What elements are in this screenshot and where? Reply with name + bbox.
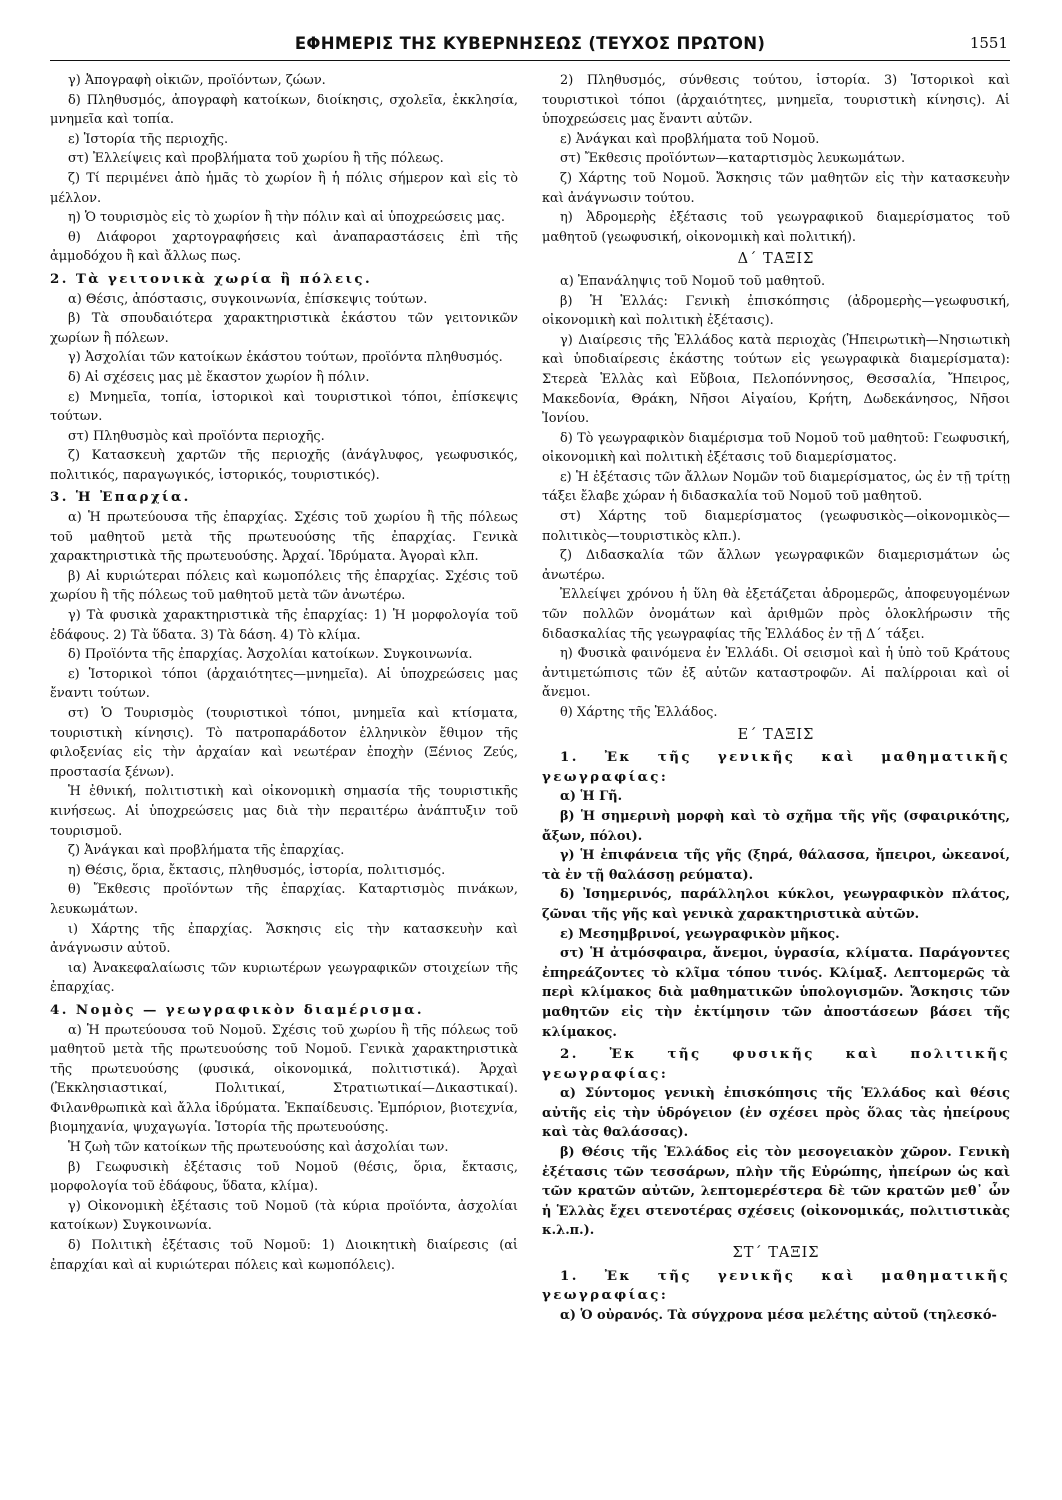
section-heading: 1. Ἐκ τῆς γενικῆς καὶ μαθηματικῆς γεωγραφίας:	[542, 749, 1010, 785]
paragraph: α) Ἡ Γῆ.	[560, 789, 623, 805]
paragraph: ε) Ἀνάγκαι καὶ προβλήματα τοῦ Νομοῦ.	[560, 131, 820, 147]
right-column	[542, 71, 1010, 1325]
paragraph: ζ) Κατασκευὴ χαρτῶν τῆς περιοχῆς (ἀνάγλυφος, γεωφυσικός, πολιτικός, παραγωγικός, ἱστορικός, τουριστικός).	[50, 448, 518, 483]
paragraph: α) Ἐπανάληψις τοῦ Νομοῦ τοῦ μαθητοῦ.	[560, 273, 826, 289]
paragraph: δ) Προϊόντα τῆς ἐπαρχίας. Ἀσχολίαι κατοίκων. Συγκοινωνία.	[68, 647, 473, 663]
paragraph: γ) Διαίρεσις τῆς Ἑλλάδος κατὰ περιοχὰς (Ἠπειρωτικὴ—Νησιωτικὴ καὶ ὑποδιαίρεσις ἑκάστης τούτων εἰς γεωγραφικὰ διαμερίσματα): Στερεὰ Ἑλλὰς καὶ Εὔβοια, Πελοπόννησος, Θεσσαλία, Ἤπειρος, Μακεδονία, Θράκη, Νῆσοι Αἰγαίου, Κρήτη, Δωδεκάνησος, Νῆσοι Ἰονίου.	[542, 332, 1010, 427]
paragraph: θ) Ἔκθεσις προϊόντων τῆς ἐπαρχίας. Καταρτισμὸς πινάκων, λευκωμάτων.	[50, 882, 518, 917]
paragraph: α) Ὁ οὐρανός. Τὰ σύγχρονα μέσα μελέτης αὐτοῦ (τηλεσκό-	[560, 1307, 997, 1323]
section-heading: 2. Ἐκ τῆς φυσικῆς καὶ πολιτικῆς γεωγραφίας:	[542, 1046, 1010, 1082]
paragraph: β) Γεωφυσικὴ ἐξέτασις τοῦ Νομοῦ (θέσις, ὅρια, ἔκτασις, μορφολογία τοῦ ἐδάφους, ὕδατα, κλίμα).	[50, 1159, 518, 1195]
section-heading: 2. Τὰ γειτονικὰ χωρία ἢ πόλεις.	[50, 270, 373, 287]
class-heading: Δ΄ ΤΑΞΙΣ	[737, 251, 815, 268]
paragraph: θ) Διάφοροι χαρτογραφήσεις καὶ ἀναπαραστάσεις ἐπὶ τῆς ἀμμοδόχου ἢ καὶ ἄλλως πως.	[50, 229, 518, 265]
paragraph: η) Φυσικὰ φαινόμενα ἐν Ἑλλάδι. Οἱ σεισμοὶ καὶ ἡ ὑπὸ τοῦ Κράτους ἀντιμετώπισις τῶν ἐξ αὐτῶν καταστροφῶν. Αἱ παλίρροιαι καὶ οἱ ἄνεμοι.	[542, 646, 1010, 701]
section-heading: 4. Νομὸς — γεωγραφικὸν διαμέρισμα.	[50, 1001, 424, 1018]
page-header	[50, 30, 1010, 61]
left-column	[50, 71, 518, 1325]
paragraph: δ) Πληθυσμός, ἀπογραφὴ κατοίκων, διοίκησις, σχολεῖα, ἐκκλησία, μνημεῖα καὶ τοπία.	[50, 92, 518, 128]
class-heading: Ε΄ ΤΑΞΙΣ	[737, 726, 815, 743]
paragraph: β) Τὰ σπουδαιότερα χαρακτηριστικὰ ἑκάστου τῶν γειτονικῶν χωρίων ἢ πόλεων.	[50, 311, 518, 346]
paragraph: ε) Ἡ ἐξέτασις τῶν ἄλλων Νομῶν τοῦ διαμερίσματος, ὡς ἐν τῇ τρίτῃ τάξει ἔλαβε χώραν ἡ διδασκαλία τοῦ Νομοῦ τοῦ μαθητοῦ.	[542, 469, 1010, 505]
paragraph: δ) Ἰσημερινός, παράλληλοι κύκλοι, γεωγραφικὸν πλάτος, ζῶναι τῆς γῆς καὶ γενικὰ χαρακτηριστικὰ αὐτῶν.	[542, 887, 1010, 922]
paragraph: α) Ἡ πρωτεύουσα τοῦ Νομοῦ. Σχέσις τοῦ χωρίου ἢ τῆς πόλεως τοῦ μαθητοῦ μετὰ τῆς πρωτευούσης τοῦ Νομοῦ. Γενικὰ χαρακτηριστικὰ τῆς πρωτευούσης (φυσικά, οἰκονομικά, πολιτιστικά). Ἀρχαὶ (Ἐκκλησιαστικαί, Πολιτικαί, Στρατιωτικαί—Δικαστικαί). Φιλανθρωπικὰ καὶ ἄλλα ἱδρύματα. Ἐκπαίδευσις. Ἐμπόριον, βιοτεχνία, βιομηχανία, ψυχαγωγία. Ἱστορία τῆς πρωτευούσης.	[50, 1022, 518, 1136]
paragraph: γ) Ἀπογραφὴ οἰκιῶν, προϊόντων, ζώων.	[68, 73, 326, 88]
paragraph: ζ) Χάρτης τοῦ Νομοῦ. Ἄσκησις τῶν μαθητῶν εἰς τὴν κατασκευὴν καὶ ἀνάγνωσιν τούτου.	[542, 170, 1010, 206]
paragraph: ζ) Τί περιμένει ἀπὸ ἡμᾶς τὸ χωρίον ἢ ἡ πόλις σήμερον καὶ εἰς τὸ μέλλον.	[50, 170, 518, 206]
paragraph: ι) Χάρτης τῆς ἐπαρχίας. Ἄσκησις εἰς τὴν κατασκευὴν καὶ ἀνάγνωσιν αὐτοῦ.	[50, 921, 518, 957]
paragraph: ζ) Ἀνάγκαι καὶ προβλήματα τῆς ἐπαρχίας.	[68, 843, 345, 859]
paragraph: β) Αἱ κυριώτεραι πόλεις καὶ κωμοπόλεις τῆς ἐπαρχίας. Σχέσις τοῦ χωρίου ἢ τῆς πόλεως τοῦ μαθητοῦ μετὰ τῶν ἀνωτέρω.	[50, 568, 518, 604]
paragraph: Ἡ ζωὴ τῶν κατοίκων τῆς πρωτευούσης καὶ ἀσχολίαι των.	[68, 1140, 449, 1156]
paragraph: ε) Ἱστορικοὶ τόποι (ἀρχαιότητες—μνημεῖα). Αἱ ὑποχρεώσεις μας ἔναντι τούτων.	[50, 666, 518, 702]
paragraph: β) Ἡ Ἑλλάς: Γενικὴ ἐπισκόπησις (ἀδρομερὴς—γεωφυσική, οἰκονομικὴ καὶ πολιτικὴ ἐξέτασις).	[542, 293, 1010, 329]
paragraph: Ἐλλείψει χρόνου ἡ ὕλη θὰ ἐξετάζεται ἀδρομερῶς, ἀποφευγομένων τῶν πολλῶν ὀνομάτων καὶ ἀριθμῶν πρὸς ὁλοκλήρωσιν τῆς διδασκαλίας τῆς γεωγραφίας τῆς Ἑλλάδος ἐν τῇ Δ΄ τάξει.	[542, 587, 1010, 642]
paragraph: δ) Τὸ γεωγραφικὸν διαμέρισμα τοῦ Νομοῦ τοῦ μαθητοῦ: Γεωφυσική, οἰκονομικὴ καὶ πολιτικὴ ἐξέτασις τοῦ διαμερίσματος.	[542, 430, 1010, 466]
class-heading: ΣΤ΄ ΤΑΞΙΣ	[732, 1245, 820, 1262]
text-columns	[50, 71, 1010, 1325]
paragraph: ε) Μεσημβρινοί, γεωγραφικὸν μῆκος.	[560, 926, 840, 942]
paragraph: Ἡ ἐθνική, πολιτιστικὴ καὶ οἰκονομικὴ σημασία τῆς τουριστικῆς κινήσεως. Αἱ ὑποχρεώσεις μας διὰ τὴν περαιτέρω ἀνάπτυξιν τοῦ τουρισμοῦ.	[50, 784, 518, 839]
paragraph: γ) Ἡ ἐπιφάνεια τῆς γῆς (ξηρά, θάλασσα, ἤπειροι, ὠκεανοί, τὰ ἐν τῇ θαλάσσῃ ρεύματα).	[542, 848, 1010, 883]
paragraph: δ) Πολιτικὴ ἐξέτασις τοῦ Νομοῦ: 1) Διοικητικὴ διαίρεσις (αἱ ἐπαρχίαι καὶ αἱ κυριώτεραι πόλεις καὶ κωμοπόλεις).	[50, 1238, 518, 1273]
paragraph: 2) Πληθυσμός, σύνθεσις τούτου, ἱστορία. 3) Ἱστορικοὶ καὶ τουριστικοὶ τόποι (ἀρχαιότητες, μνημεῖα, τουριστικὴ κίνησις). Αἱ ὑποχρεώσεις μας ἔναντι αὐτῶν.	[542, 73, 1010, 128]
paragraph: ε) Ἱστορία τῆς περιοχῆς.	[68, 131, 229, 147]
paragraph: α) Σύντομος γενικὴ ἐπισκόπησις τῆς Ἑλλάδος καὶ θέσις αὐτῆς εἰς τὴν ὑδρόγειον (ἐν σχέσει πρὸς ὅλας τὰς ἠπείρους καὶ τὰς θαλάσσας).	[542, 1086, 1010, 1141]
section-heading: 3. Ἡ Ἐπαρχία.	[50, 489, 191, 506]
paragraph: α) Θέσις, ἀπόστασις, συγκοινωνία, ἐπίσκεψις τούτων.	[68, 291, 428, 307]
paragraph: β) Θέσις τῆς Ἑλλάδος εἰς τὸν μεσογειακὸν χῶρον. Γενικὴ ἐξέτασις τῶν τεσσάρων, πλὴν τῆς Εὐρώπης, ἠπείρων ὡς καὶ τῶν κρατῶν αὐτῶν, λεπτομερέστερα δὲ τῶν κρατῶν μεθ᾽ ὧν ἡ Ἑλλὰς ἔχει στενοτέρας σχέσεις (οἰκονομικάς, πολιτιστικὰς κ.λ.π.).	[542, 1145, 1010, 1239]
section-heading: 1. Ἐκ τῆς γενικῆς καὶ μαθηματικῆς γεωγραφίας:	[542, 1267, 1010, 1304]
gazette-title: ΕΦΗΜΕΡΙΣ ΤΗΣ ΚΥΒΕΡΝΗΣΕΩΣ (ΤΕΥΧΟΣ ΠΡΩΤΟΝ)	[294, 34, 766, 53]
paragraph: β) Ἡ σημερινὴ μορφὴ καὶ τὸ σχῆμα τῆς γῆς (σφαιρικότης, ἄξων, πόλοι).	[542, 808, 1010, 844]
paragraph: γ) Τὰ φυσικὰ χαρακτηριστικὰ τῆς ἐπαρχίας: 1) Ἡ μορφολογία τοῦ ἐδάφους. 2) Τὰ ὕδατα. 3) Τὰ δάση. 4) Τὸ κλίμα.	[50, 608, 518, 643]
paragraph: η) Ὁ τουρισμὸς εἰς τὸ χωρίον ἢ τὴν πόλιν καὶ αἱ ὑποχρεώσεις μας.	[68, 210, 505, 226]
paragraph: α) Ἡ πρωτεύουσα τῆς ἐπαρχίας. Σχέσις τοῦ χωρίου ἢ τῆς πόλεως τοῦ μαθητοῦ μετὰ τῆς πρωτευούσης τῆς ἐπαρχίας. Γενικὰ χαρακτηριστικὰ τῆς πρωτευούσης. Ἀρχαί. Ἱδρύματα. Ἀγοραὶ κλπ.	[50, 510, 518, 565]
paragraph: γ) Ἀσχολίαι τῶν κατοίκων ἑκάστου τούτων, προϊόντα πληθυσμός.	[68, 350, 503, 366]
paragraph: θ) Χάρτης τῆς Ἑλλάδος.	[560, 705, 718, 720]
paragraph: στ) Ἔκθεσις προϊόντων—καταρτισμὸς λευκωμάτων.	[560, 151, 906, 167]
paragraph: στ) Ἡ ἀτμόσφαιρα, ἄνεμοι, ὑγρασία, κλίματα. Παράγοντες ἐπηρεάζοντες τὸ κλῖμα τόπου τινός. Κλίμαξ. Λεπτομερῶς τὰ περὶ κλίμακος διὰ μαθηματικῶν ὑπολογισμῶν. Ἄσκησις τῶν μαθητῶν εἰς τὴν ἐκτίμησιν τῶν ἀποστάσεων βάσει τῆς κλίμακος.	[542, 946, 1010, 1040]
paragraph: στ) Χάρτης τοῦ διαμερίσματος (γεωφυσικὸς—οἰκονομικὸς—πολιτικὸς—τουριστικὸς κλπ.).	[542, 509, 1010, 544]
paragraph: στ) Ὁ Τουρισμὸς (τουριστικοὶ τόποι, μνημεῖα καὶ κτίσματα, τουριστικὴ κίνησις). Τὸ πατροπαράδοτον ἑλληνικὸν ἔθιμον τῆς φιλοξενίας εἰς τὴν ἀρχαίαν καὶ νεωτέραν ἐποχὴν (Ξένιος Ζεύς, προστασία ξένων).	[50, 706, 518, 780]
paragraph: στ) Πληθυσμὸς καὶ προϊόντα περιοχῆς.	[68, 428, 325, 444]
paragraph: γ) Οἰκονομικὴ ἐξέτασις τοῦ Νομοῦ (τὰ κύρια προϊόντα, ἀσχολίαι κατοίκων) Συγκοινωνία.	[50, 1198, 518, 1234]
paragraph: η) Ἀδρομερὴς ἐξέτασις τοῦ γεωγραφικοῦ διαμερίσματος τοῦ μαθητοῦ (γεωφυσική, οἰκονομικὴ καὶ πολιτική).	[542, 210, 1010, 245]
paragraph: ζ) Διδασκαλία τῶν ἄλλων γεωγραφικῶν διαμερισμάτων ὡς ἀνωτέρω.	[542, 548, 1010, 583]
paragraph: δ) Αἱ σχέσεις μας μὲ ἕκαστον χωρίον ἢ πόλιν.	[68, 369, 370, 385]
page-number: 1551	[969, 34, 1008, 52]
paragraph: στ) Ἐλλείψεις καὶ προβλήματα τοῦ χωρίου ἢ τῆς πόλεως.	[68, 151, 444, 167]
paragraph: η) Θέσις, ὅρια, ἔκτασις, πληθυσμός, ἱστορία, πολιτισμός.	[68, 862, 446, 878]
paragraph: ια) Ἀνακεφαλαίωσις τῶν κυριωτέρων γεωγραφικῶν στοιχείων τῆς ἐπαρχίας.	[50, 960, 518, 996]
paragraph: ε) Μνημεῖα, τοπία, ἱστορικοὶ καὶ τουριστικοὶ τόποι, ἐπίσκεψις τούτων.	[50, 389, 518, 425]
